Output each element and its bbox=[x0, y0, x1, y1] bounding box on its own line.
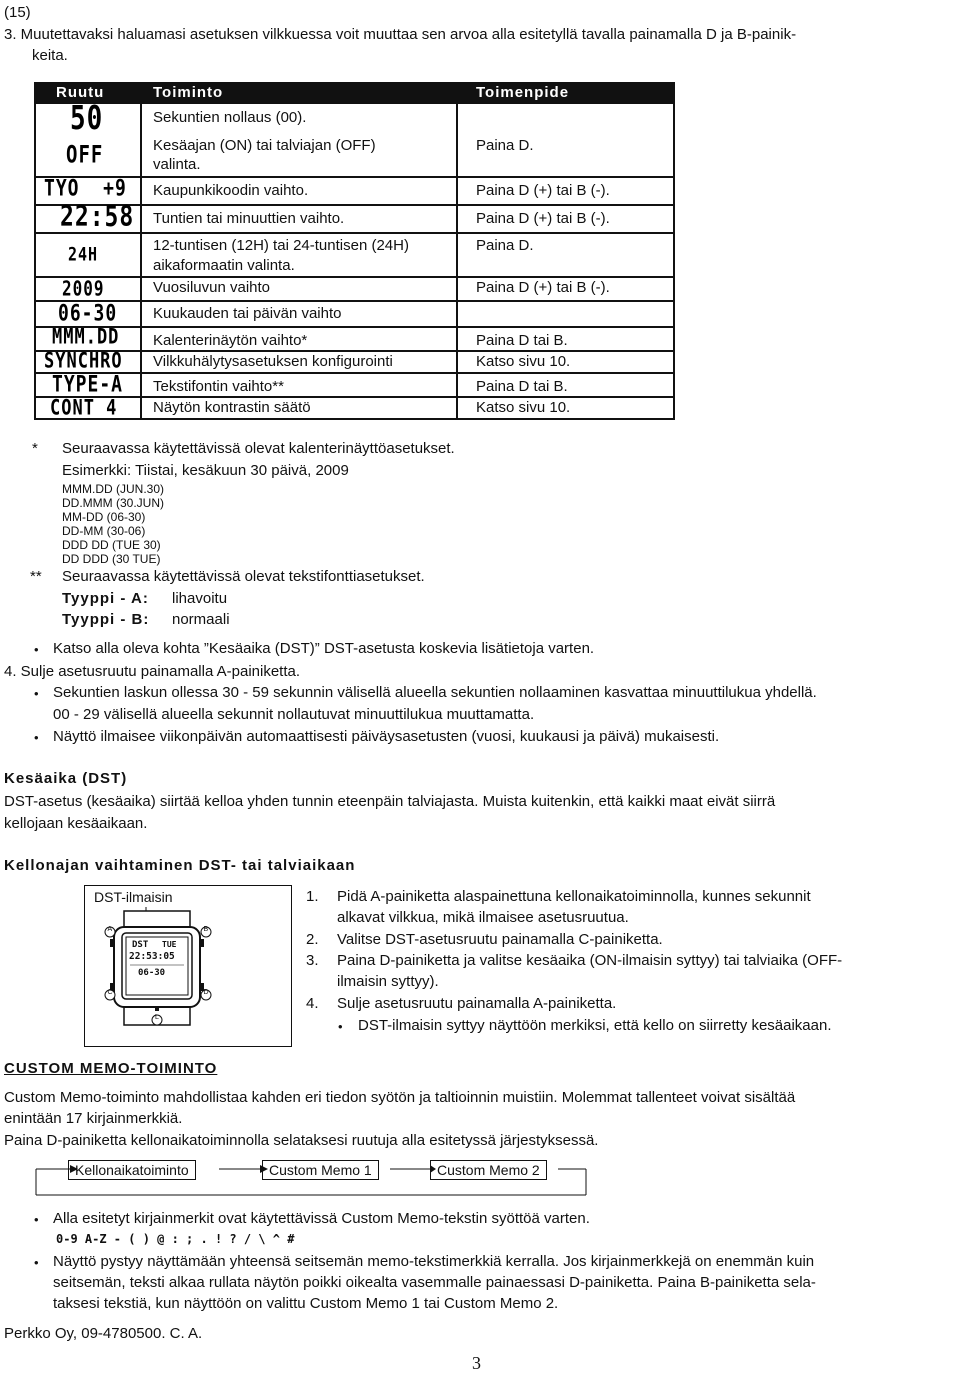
watch-lcd-day: TUE bbox=[162, 940, 177, 949]
watch-button-d: D bbox=[203, 989, 209, 996]
watch-icon bbox=[84, 885, 290, 1045]
row-func: Kuukauden tai päivän vaihto bbox=[153, 305, 342, 322]
memo-paragraph-2: enintään 17 kirjainmerkkiä. bbox=[4, 1110, 183, 1127]
memo-bullet-2-line-1: Näyttö pystyy näyttämään yhteensä seitsemän memo-tekstimerkkiä kerralla. Jos kirjainmerkkejä on enemmän kuin bbox=[53, 1253, 815, 1270]
row-action: Paina D tai B. bbox=[476, 332, 568, 349]
bullet-icon: • bbox=[338, 1019, 343, 1034]
table-border-bottom bbox=[34, 418, 675, 420]
row-action: Katso sivu 10. bbox=[476, 353, 571, 370]
lcd-screen: OFF bbox=[66, 141, 104, 169]
list-item: DDD DD (TUE 30) bbox=[62, 538, 161, 552]
footnote-font-text: Seuraavassa käytettävissä olevat tekstifonttiasetukset. bbox=[62, 568, 425, 585]
list-item: DD.MMM (30.JUN) bbox=[62, 496, 164, 510]
lcd-screen: TYO +9 bbox=[44, 175, 127, 202]
col-header-toimenpide: Toimenpide bbox=[476, 84, 570, 101]
row-line bbox=[34, 396, 675, 398]
row-func: Sekuntien nollaus (00). bbox=[153, 109, 307, 126]
type-b-value: normaali bbox=[172, 611, 230, 628]
memo-paragraph-1: Custom Memo-toiminto mahdollistaa kahden eri tiedon syötön ja taltioinnin muistiin. Molemmat tallenteet voivat sisältää bbox=[4, 1089, 796, 1106]
note-seconds-2: 00 - 29 välisellä alueella sekunnit nollautuvat minuuttilukua muuttamatta. bbox=[53, 706, 535, 723]
row-func: Tuntien tai minuuttien vaihto. bbox=[153, 210, 345, 227]
dst-step-note: DST-ilmaisin syttyy näyttöön merkiksi, että kello on siirretty kesäaikaan. bbox=[358, 1017, 832, 1034]
watch-button-l: L bbox=[155, 1014, 159, 1021]
row-func: Tekstifontin vaihto** bbox=[153, 378, 284, 395]
dst-step-text: Pidä A-painiketta alaspainettuna kellonaikatoiminnolla, kunnes sekunnit bbox=[337, 888, 811, 905]
flow-step-timekeeping: Kellonaikatoiminto bbox=[68, 1160, 196, 1180]
dst-step-number: 1. bbox=[306, 888, 319, 905]
watch-lcd-time: 22:53:05 bbox=[129, 951, 175, 962]
row-func-cont: aikaformaatin valinta. bbox=[153, 257, 295, 274]
dst-step-number: 4. bbox=[306, 995, 319, 1012]
row-line bbox=[34, 372, 675, 374]
type-a-value: lihavoitu bbox=[172, 590, 228, 607]
list-item: MMM.DD (JUN.30) bbox=[62, 482, 164, 496]
watch-button-c: C bbox=[107, 989, 113, 996]
dst-paragraph-2: kellojaan kesäaikaan. bbox=[4, 815, 148, 832]
lcd-screen: 06-30 bbox=[58, 300, 118, 327]
row-action: Paina D (+) tai B (-). bbox=[476, 210, 610, 227]
dst-step-number: 2. bbox=[306, 931, 319, 948]
dst-paragraph-1: DST-asetus (kesäaika) siirtää kelloa yhden tunnin eteenpäin talviajasta. Muista kuitenkin, että kaikki maat eivät siirrä bbox=[4, 793, 776, 810]
row-line bbox=[34, 176, 675, 178]
row-func: Vuosiluvun vaihto bbox=[153, 279, 271, 296]
example-text: Esimerkki: Tiistai, kesäkuun 30 päivä, 2009 bbox=[62, 462, 349, 479]
col-header-ruutu: Ruutu bbox=[56, 84, 105, 101]
row-func: Näytön kontrastin säätö bbox=[153, 399, 311, 416]
lcd-screen: 50 bbox=[70, 100, 104, 138]
note-seconds-1: Sekuntien laskun ollessa 30 - 59 sekunnin välisellä alueella sekuntien nollaaminen kasvattaa minuuttilukua yhdellä. bbox=[53, 684, 817, 701]
step-3-line-2: keita. bbox=[32, 47, 68, 64]
row-line bbox=[34, 276, 675, 278]
dst-step-text-cont: alkavat vilkkua, mikä ilmaisee asetusruutua. bbox=[337, 909, 629, 926]
bullet-icon: • bbox=[34, 686, 39, 701]
watch-button-a: A bbox=[107, 926, 113, 933]
row-func: Vilkkuhälytysasetuksen konfigurointi bbox=[153, 353, 393, 370]
page-number: 3 bbox=[472, 1353, 481, 1373]
lcd-screen: CONT 4 bbox=[50, 395, 118, 421]
row-func: 12-tuntisen (12H) tai 24-tuntisen (24H) bbox=[153, 237, 409, 254]
dst-step-text: Sulje asetusruutu painamalla A-painiketta. bbox=[337, 995, 617, 1012]
row-func: Kesäajan (ON) tai talviajan (OFF) bbox=[153, 137, 376, 154]
row-action: Paina D tai B. bbox=[476, 378, 568, 395]
lcd-screen: TYPE-A bbox=[52, 371, 124, 398]
lcd-screen: SYNCHRO bbox=[44, 348, 123, 374]
watch-lcd-date: 06-30 bbox=[138, 968, 166, 978]
note-dst-reference: Katso alla oleva kohta ”Kesäaika (DST)” DST-asetusta koskevia lisätietoja varten. bbox=[53, 640, 595, 657]
dst-step-text: Valitse DST-asetusruutu painamalla C-painiketta. bbox=[337, 931, 663, 948]
bullet-icon: • bbox=[34, 730, 39, 745]
note-weekday: Näyttö ilmaisee viikonpäivän automaattisesti päiväysasetusten (vuosi, kuukausi ja päivä) mukaisesti. bbox=[53, 728, 720, 745]
section-heading-dst-change: Kellonajan vaihtaminen DST- tai talviaikaan bbox=[4, 857, 356, 874]
section-heading-dst: Kesäaika (DST) bbox=[4, 770, 128, 787]
lcd-screen: 2009 bbox=[62, 276, 105, 301]
dst-indicator-label: DST-ilmaisin bbox=[94, 889, 173, 905]
flow-step-memo-1: Custom Memo 1 bbox=[262, 1160, 379, 1180]
memo-charset: 0-9 A-Z - ( ) @ : ; . ! ? / \ ^ # bbox=[56, 1232, 295, 1246]
row-action: Paina D. bbox=[476, 237, 534, 254]
row-action: Paina D (+) tai B (-). bbox=[476, 279, 610, 296]
row-line bbox=[34, 350, 675, 352]
dst-step-number: 3. bbox=[306, 952, 319, 969]
memo-bullet-2-line-2: seitsemän, teksti alkaa rullata näytön poikki oikealta vasemmalle painaessasi D-painiketta. Paina B-painiketta sela- bbox=[53, 1274, 816, 1291]
col-header-toiminto: Toiminto bbox=[153, 84, 224, 101]
flow-step-memo-2: Custom Memo 2 bbox=[430, 1160, 547, 1180]
type-b-label: Tyyppi - B: bbox=[62, 611, 150, 628]
step-3-line-1: 3. Muutettavaksi haluamasi asetuksen vilkkuessa voit muuttaa sen arvoa alla esitetyllä tavalla painamalla D ja B-painik- bbox=[4, 26, 797, 43]
table-border-right bbox=[673, 82, 675, 420]
footnote-marker: ** bbox=[30, 568, 42, 585]
row-action: Paina D. bbox=[476, 137, 534, 154]
list-item: DD DDD (30 TUE) bbox=[62, 552, 161, 566]
row-line bbox=[34, 300, 675, 302]
lcd-screen: MMM.DD bbox=[52, 324, 120, 350]
memo-bullet-2-line-3: taksesi tekstiä, kun näyttöön on valittu Custom Memo 1 tai Custom Memo 2. bbox=[53, 1295, 559, 1312]
memo-bullet-1: Alla esitetyt kirjainmerkit ovat käytettävissä Custom Memo-tekstin syöttöä varten. bbox=[53, 1210, 590, 1227]
footer-company: Perkko Oy, 09-4780500. C. A. bbox=[4, 1325, 203, 1342]
type-a-label: Tyyppi - A: bbox=[62, 590, 149, 607]
bullet-icon: • bbox=[34, 1212, 39, 1227]
page-number-label: (15) bbox=[4, 4, 31, 21]
lcd-screen: 24H bbox=[68, 242, 99, 266]
lcd-screen: 22:58 bbox=[60, 200, 135, 234]
row-func-cont: valinta. bbox=[153, 156, 201, 173]
table-border-left bbox=[34, 82, 36, 420]
table-header-bar bbox=[34, 82, 675, 104]
bullet-icon: • bbox=[34, 642, 39, 657]
list-item: MM-DD (06-30) bbox=[62, 510, 146, 524]
row-action: Paina D (+) tai B (-). bbox=[476, 182, 610, 199]
row-func: Kaupunkikoodin vaihto. bbox=[153, 182, 309, 199]
step-4-text: 4. Sulje asetusruutu painamalla A-painiketta. bbox=[4, 663, 301, 680]
watch-button-b: B bbox=[203, 926, 209, 933]
row-action: Katso sivu 10. bbox=[476, 399, 571, 416]
footnote-calendar-text: Seuraavassa käytettävissä olevat kalenterinäyttöasetukset. bbox=[62, 440, 455, 457]
list-item: DD-MM (30-06) bbox=[62, 524, 146, 538]
bullet-icon: • bbox=[34, 1255, 39, 1270]
row-line bbox=[34, 326, 675, 328]
dst-step-text-cont: ilmaisin syttyy). bbox=[337, 973, 439, 990]
section-heading-custom-memo: CUSTOM MEMO-TOIMINTO bbox=[4, 1060, 218, 1077]
watch-lcd-dst: DST bbox=[132, 940, 149, 950]
memo-paragraph-3: Paina D-painiketta kellonaikatoiminnolla selataksesi ruutuja alla esitetyssä järjestyksessä. bbox=[4, 1132, 599, 1149]
row-func: Kalenterinäytön vaihto* bbox=[153, 332, 308, 349]
dst-step-text: Paina D-painiketta ja valitse kesäaika (ON-ilmaisin syttyy) tai talviaika (OFF- bbox=[337, 952, 843, 969]
footnote-marker: * bbox=[32, 440, 38, 457]
